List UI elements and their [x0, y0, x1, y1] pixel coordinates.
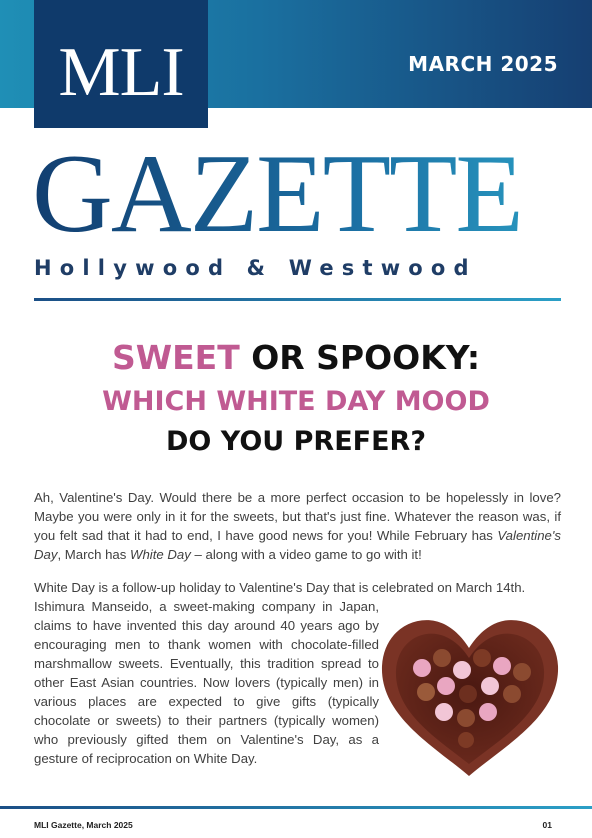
brand-logo-box	[34, 0, 208, 128]
valentines-day-emphasis: Valentine's Day	[34, 528, 561, 562]
issue-date: MARCH 2025	[408, 52, 558, 76]
footer-publication: MLI Gazette, March 2025	[34, 820, 133, 830]
article-title	[0, 338, 592, 378]
white-day-emphasis: White Day	[130, 547, 191, 562]
article-title-rest: OR SPOOKY:	[239, 338, 481, 377]
article-paragraph-2: Ishimura Manseido, a sweet-making company in Japan, claims to have invented this day around 40 years ago by encouraging men to thank women with chocolate-filled marshmallow sweets. Eventually, this tradition spread to other East Asian countries. Now lovers (typically men) in various places are expected to give gifts (typically chocolate or sweets) to their partners (typically women) who previously gifted them on Valentine's Day, as a gesture of reciprocation on White Day.	[34, 599, 379, 766]
masthead-title: GAZETTE	[32, 138, 562, 250]
masthead-subtitle: Hollywood & Westwood	[34, 256, 477, 280]
page-number: 01	[542, 820, 552, 830]
chocolate-box-image	[374, 596, 564, 786]
article-subtitle: WHICH WHITE DAY MOOD	[102, 386, 490, 417]
brand-logo-text: MLI	[58, 34, 184, 111]
article-title-highlight: SWEET	[111, 338, 240, 377]
article-paragraph-1: Ah, Valentine's Day. Would there be a more perfect occasion to be hopelessly in love? Maybe you were only in it for the sweets, but that's just fine. Whatever the reason was, if you felt sad that it had to end, I have good news for you! While February has Valentine's Day, March has White Day – along with a video game to go with it!	[34, 490, 561, 562]
article-question: DO YOU PREFER?	[166, 426, 426, 457]
article-paragraph-2-first-line: White Day is a follow-up holiday to Valentine's Day that is celebrated on March 14th.	[34, 580, 526, 595]
header-divider	[34, 298, 561, 301]
footer-divider	[0, 806, 592, 809]
